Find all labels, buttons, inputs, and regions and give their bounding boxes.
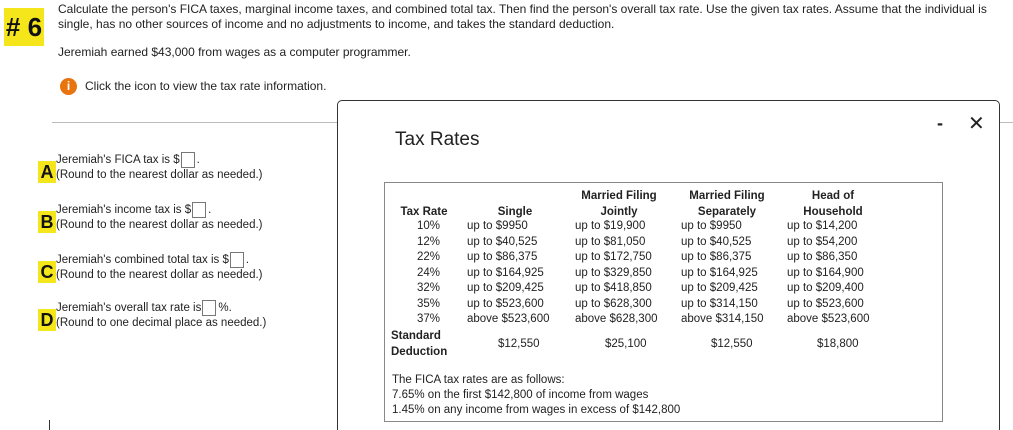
tax-rate-cell: 10% (417, 220, 441, 232)
bracket-cell: up to $209,400 (787, 282, 864, 294)
bracket-cell: up to $81,050 (575, 235, 646, 248)
rounding-hint: (Round to one decimal place as needed.) (56, 317, 267, 329)
prompt-prefix: Jeremiah's combined total tax is $ (56, 254, 229, 266)
standard-deduction-cell: $12,550 (711, 338, 753, 350)
question-letter: A (38, 161, 56, 183)
question-prompt (56, 252, 249, 268)
bracket-cell: above $314,150 (681, 313, 764, 325)
prompt-prefix: Jeremiah's FICA tax is $ (56, 154, 180, 166)
bracket-cell: up to $209,425 (467, 282, 544, 294)
question-a (38, 152, 328, 192)
rounding-hint: (Round to the nearest dollar as needed.) (56, 269, 263, 281)
standard-deduction-cell: $12,550 (498, 338, 540, 350)
prompt-suffix: %. (218, 302, 232, 314)
question-prompt (56, 300, 232, 316)
fica-note-line: The FICA tax rates are as follows: (392, 374, 565, 386)
bracket-cell: up to $523,600 (467, 297, 544, 310)
column-header: Tax Rate (400, 206, 448, 218)
minimize-button[interactable]: - (937, 113, 943, 133)
tax-info-row (60, 77, 326, 95)
bracket-cell: up to $14,200 (787, 220, 858, 232)
bracket-cell: up to $164,925 (467, 266, 544, 279)
prompt-prefix: Jeremiah's income tax is $ (56, 204, 192, 216)
problem-scenario: Jeremiah earned $43,000 from wages as a computer programmer. (58, 45, 411, 59)
bracket-cell: up to $40,525 (681, 235, 752, 248)
tax-rate-cell: 35% (417, 297, 441, 310)
standard-deduction-cell: $25,100 (605, 338, 647, 350)
tax-rates-dialog (337, 100, 1000, 430)
question-b (38, 202, 328, 242)
question-letter: C (38, 261, 56, 283)
prompt-suffix: . (196, 154, 200, 166)
tax-rates-table (384, 182, 943, 422)
problem-instructions: Calculate the person's FICA taxes, marginal income taxes, and combined total tax. Then find the person's overall tax rate. Use the given tax rates. Assume that the individual is single, has no other sources of income and no adjustments to income, and takes the standard deduction. (58, 2, 987, 31)
close-button[interactable]: ✕ (968, 113, 985, 135)
bracket-cell: up to $86,350 (787, 251, 858, 263)
bracket-cell: up to $86,375 (681, 251, 752, 263)
column-header: Married Filing (689, 190, 765, 202)
prompt-prefix: Jeremiah's overall tax rate is (56, 302, 202, 314)
bracket-cell: up to $9950 (467, 220, 528, 232)
standard-deduction-label: Standard (391, 330, 441, 342)
text-cursor (49, 420, 50, 430)
column-header: Single (497, 206, 533, 218)
answer-input[interactable] (202, 300, 216, 316)
question-c (38, 252, 328, 292)
standard-deduction-cell: $18,800 (817, 338, 859, 350)
tax-rate-cell: 37% (417, 313, 441, 325)
tax-rate-cell: 32% (417, 282, 441, 294)
bracket-cell: up to $164,925 (681, 266, 758, 279)
bracket-cell: up to $329,850 (575, 266, 652, 279)
bracket-cell: up to $19,900 (575, 220, 646, 232)
bracket-cell: up to $209,425 (681, 282, 758, 294)
bracket-cell: up to $54,200 (787, 235, 858, 248)
bracket-cell: up to $314,150 (681, 297, 758, 310)
bracket-cell: above $628,300 (575, 313, 658, 325)
dialog-title: Tax Rates (395, 129, 480, 150)
section-divider (52, 122, 340, 123)
column-header: Separately (697, 206, 757, 218)
question-letter: B (38, 211, 56, 233)
question-letter: D (38, 309, 56, 331)
bracket-cell: up to $86,375 (467, 251, 538, 263)
fica-notes (392, 373, 680, 418)
answer-input[interactable] (230, 252, 244, 268)
prompt-suffix: . (208, 204, 212, 216)
fica-note-line: 1.45% on any income from wages in excess of $142,800 (392, 404, 681, 416)
bracket-cell: up to $523,600 (787, 297, 864, 310)
section-divider-right (999, 122, 1013, 123)
question-prompt (56, 152, 200, 168)
tax-rate-cell: 12% (417, 235, 441, 248)
info-icon[interactable]: i (60, 78, 77, 95)
column-header: Married Filing (581, 190, 657, 202)
question-prompt (56, 202, 211, 218)
tax-rate-cell: 24% (417, 266, 441, 279)
info-instruction: Click the icon to view the tax rate information. (85, 79, 327, 93)
rounding-hint: (Round to the nearest dollar as needed.) (56, 219, 263, 231)
bracket-cell: up to $40,525 (467, 235, 538, 248)
prompt-suffix: . (245, 254, 250, 266)
column-header: Household (803, 206, 863, 218)
question-d (38, 300, 328, 340)
column-header: Head of (811, 190, 855, 202)
tax-rate-cell: 22% (417, 251, 441, 263)
bracket-cell: above $523,600 (467, 313, 550, 325)
bracket-cell: up to $9950 (681, 220, 742, 232)
answer-input[interactable] (181, 152, 195, 168)
answer-input[interactable] (192, 202, 206, 218)
bracket-cell: up to $628,300 (575, 297, 652, 310)
column-header: Jointly (600, 206, 638, 218)
problem-number-badge: # 6 (4, 8, 44, 46)
bracket-cell: up to $164,900 (787, 266, 864, 279)
rounding-hint: (Round to the nearest dollar as needed.) (56, 169, 263, 181)
standard-deduction-label: Deduction (391, 346, 448, 358)
bracket-cell: up to $418,850 (575, 282, 652, 294)
fica-note-line: 7.65% on the first $142,800 of income from wages (392, 389, 649, 401)
bracket-cell: above $523,600 (787, 313, 870, 325)
bracket-cell: up to $172,750 (575, 251, 652, 263)
